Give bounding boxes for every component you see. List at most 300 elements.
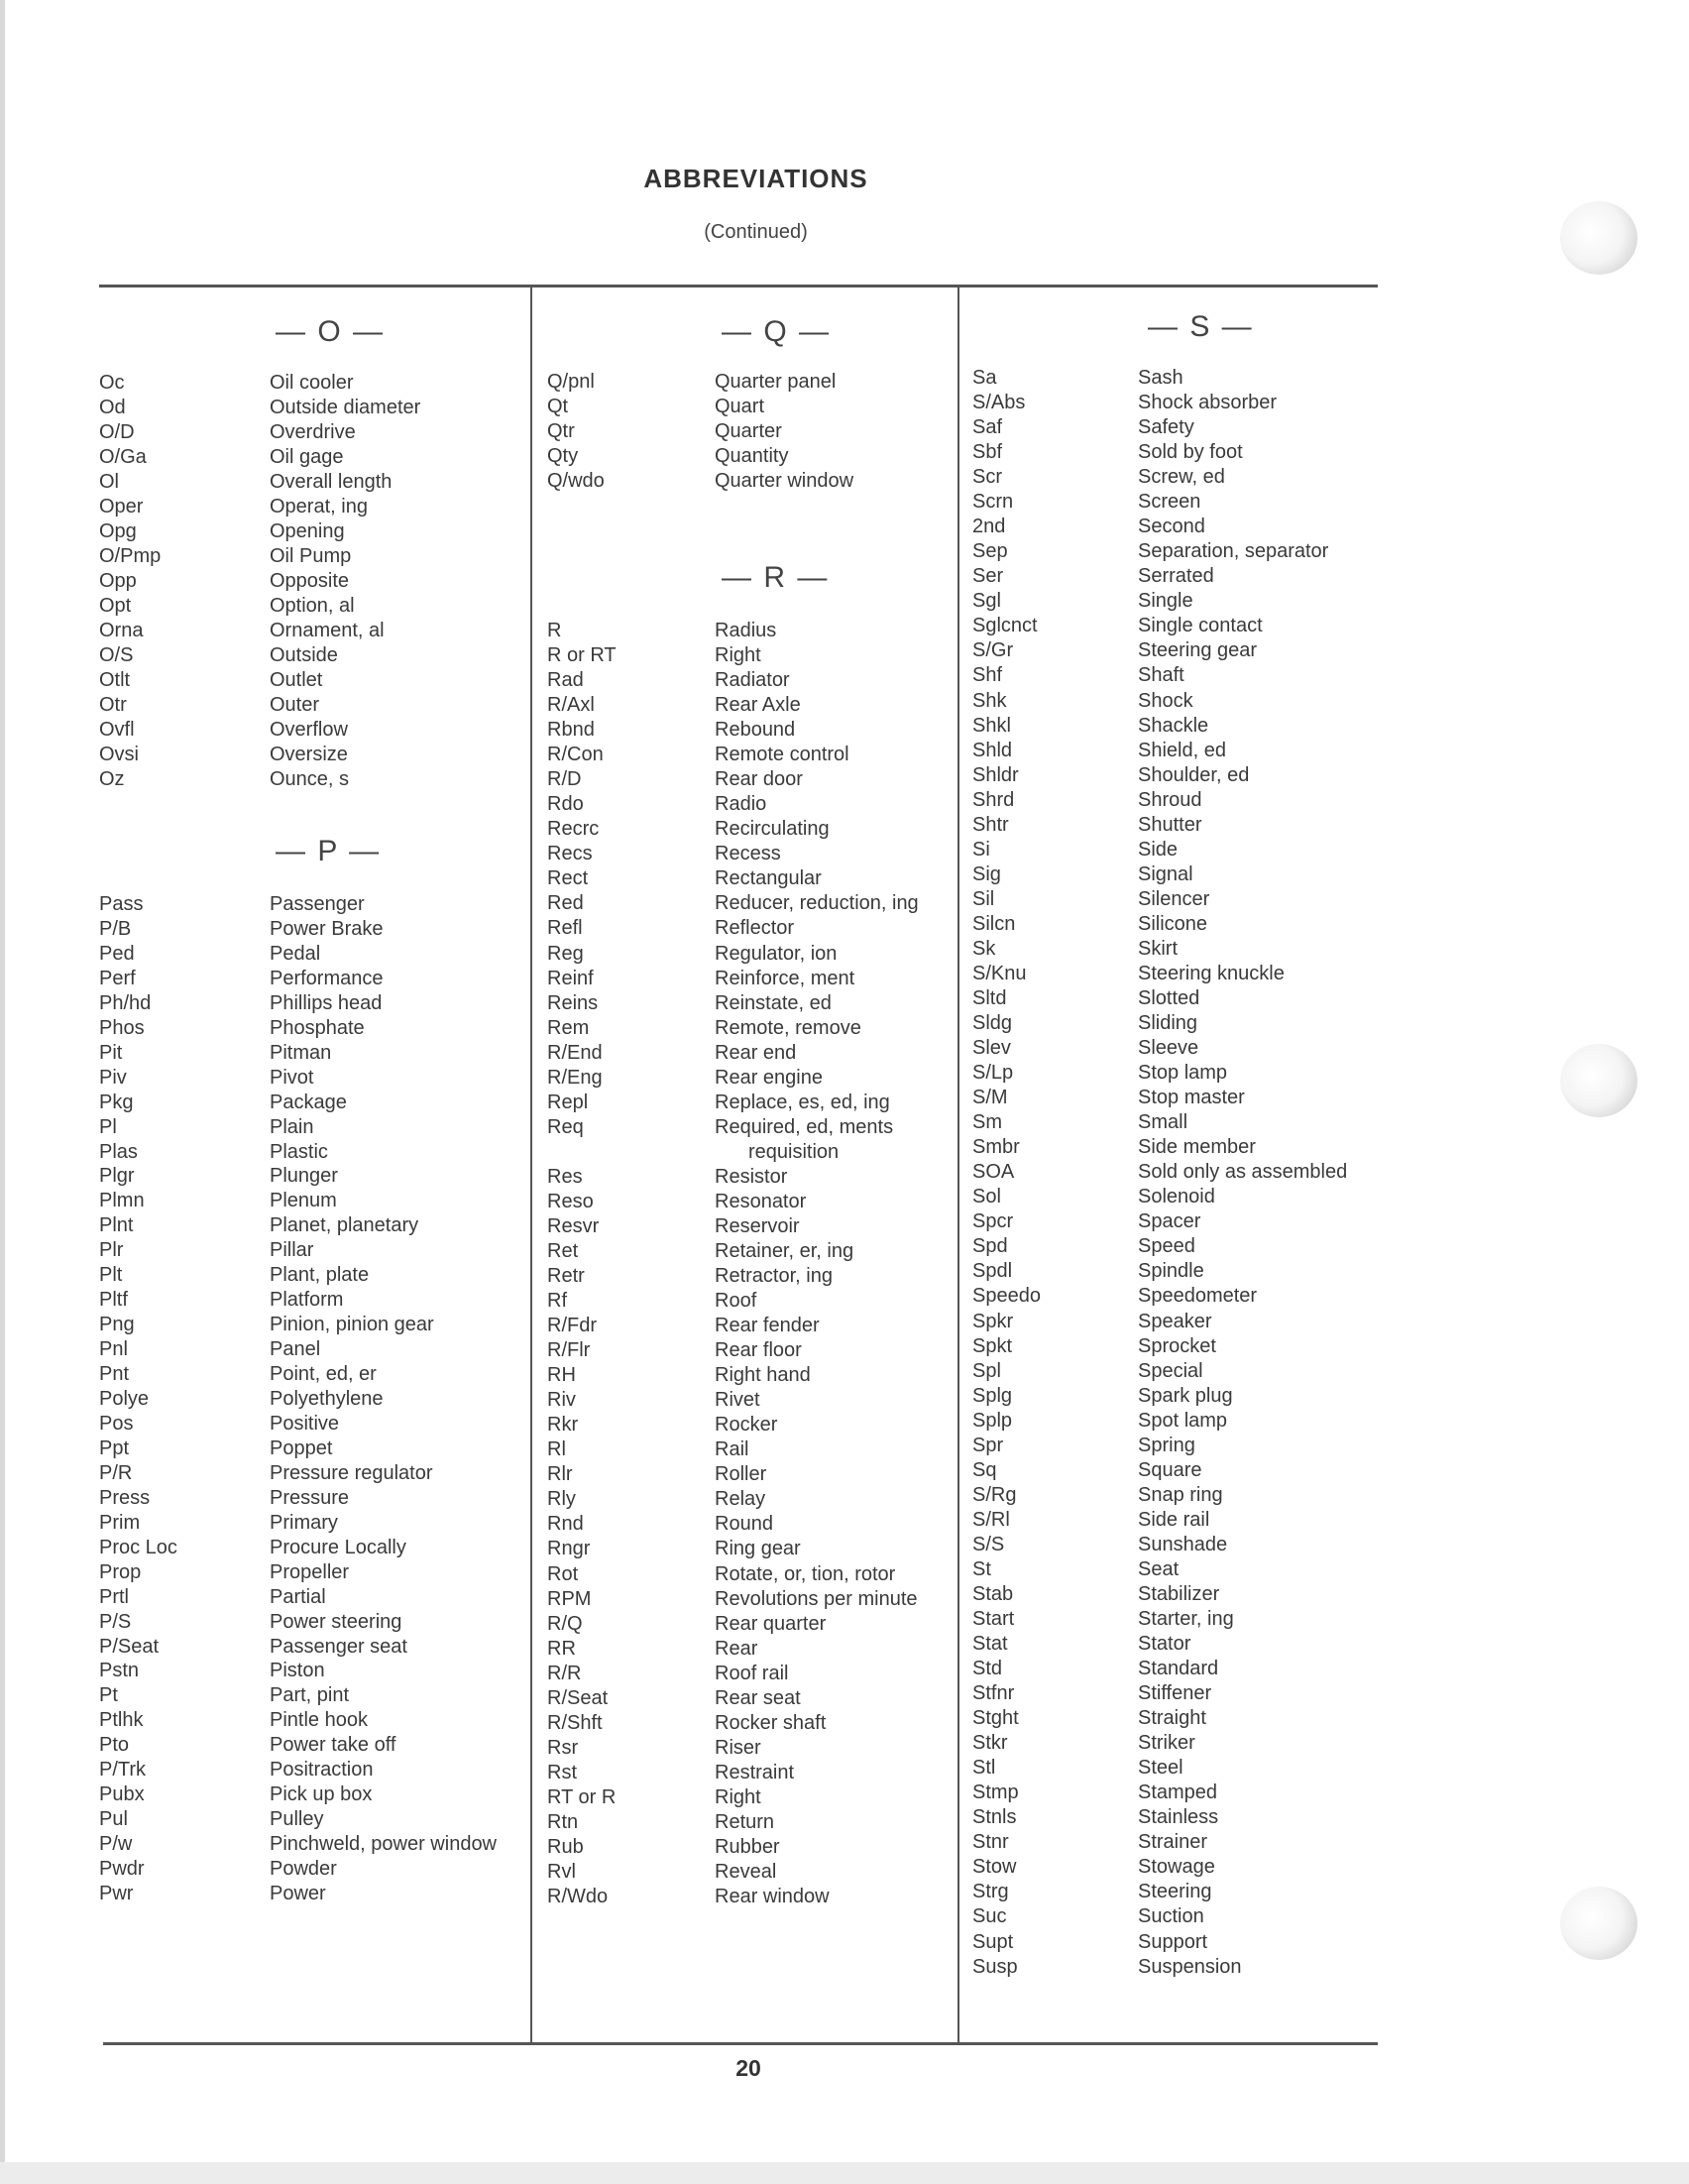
abbreviation-meaning: requisition [748, 1140, 840, 1163]
abbreviation-entry [972, 1731, 1389, 1756]
abbreviation: Sgl [972, 590, 1001, 613]
abbreviation-meaning: Power take off [270, 1734, 396, 1757]
abbreviation-entry [99, 495, 515, 519]
abbreviation-meaning: Reinstate, ed [715, 991, 832, 1014]
abbreviation: Od [99, 397, 126, 418]
abbreviation-entry [99, 1091, 515, 1115]
abbreviation: R/R [547, 1662, 582, 1684]
abbreviation-entry [547, 767, 963, 792]
section-heading: — O — [276, 315, 386, 348]
abbreviation-meaning: Side rail [1138, 1508, 1210, 1531]
abbreviation: Rect [547, 867, 589, 890]
abbreviation-meaning: Suspension [1138, 1955, 1242, 1978]
abbreviation-entry [972, 1061, 1389, 1086]
abbreviation-meaning: Rear door [715, 768, 803, 791]
abbreviation-meaning: Part, pint [270, 1684, 350, 1707]
abbreviation-entry [972, 490, 1389, 515]
abbreviation: Pit [99, 1041, 123, 1064]
abbreviation-meaning: Snap ring [1138, 1483, 1223, 1506]
abbreviation-meaning: Pick up box [270, 1783, 373, 1806]
abbreviation-entry [972, 1209, 1389, 1234]
abbreviation: Rbnd [547, 719, 595, 742]
abbreviation-entry [972, 862, 1389, 887]
abbreviation-meaning: Return [715, 1810, 775, 1833]
abbreviation-meaning: Single [1138, 590, 1193, 613]
abbreviation-meaning: Remote control [715, 744, 849, 766]
abbreviation-meaning: Spark plug [1138, 1384, 1233, 1407]
abbreviation-entry [547, 1016, 963, 1041]
abbreviation-entry [972, 1284, 1389, 1309]
abbreviation: Orna [99, 620, 144, 641]
abbreviation: S/Gr [972, 639, 1014, 662]
abbreviation-meaning: Recess [715, 843, 781, 865]
abbreviation: SOA [972, 1161, 1015, 1184]
scan-edge-bottom [0, 2162, 1689, 2184]
abbreviation-entry [972, 638, 1389, 663]
abbreviation: Sq [972, 1458, 997, 1481]
abbreviation-entry [547, 942, 963, 967]
abbreviation-entry [547, 395, 963, 419]
abbreviation: 2nd [972, 516, 1006, 538]
abbreviation-entry [99, 1412, 515, 1437]
abbreviation-meaning: Skirt [1138, 937, 1178, 960]
abbreviation-entry [972, 1805, 1389, 1830]
abbreviation: Rly [547, 1488, 576, 1511]
abbreviation-entry [547, 1835, 963, 1860]
abbreviation-entry [547, 643, 963, 668]
abbreviation-meaning: Shaft [1138, 664, 1184, 687]
abbreviation-entry [547, 1686, 963, 1711]
abbreviation-meaning: Outlet [270, 669, 323, 691]
abbreviation-entry [972, 1036, 1389, 1061]
abbreviation-entry [99, 1238, 515, 1263]
abbreviation-entry [547, 1413, 963, 1437]
abbreviation-meaning: Reflector [715, 917, 795, 940]
abbreviation-meaning: Operat, ing [270, 496, 368, 517]
abbreviation-entry [547, 1736, 963, 1761]
abbreviation: O/D [99, 421, 135, 443]
abbreviation-entry [547, 1512, 963, 1537]
abbreviation: Sldg [972, 1012, 1013, 1035]
abbreviation-meaning: Partial [270, 1585, 326, 1608]
abbreviation: Stow [972, 1856, 1017, 1879]
abbreviation: Splg [972, 1384, 1013, 1407]
abbreviation-entry [972, 515, 1389, 539]
abbreviation: R/Wdo [547, 1886, 609, 1908]
abbreviation-entry [972, 1904, 1389, 1929]
abbreviation: Pltf [99, 1289, 128, 1312]
abbreviation: Pos [99, 1412, 134, 1435]
abbreviation: Ppt [99, 1437, 130, 1459]
abbreviation-entry [972, 1582, 1389, 1607]
abbreviation: Recrc [547, 818, 600, 841]
abbreviation: Rst [547, 1761, 577, 1783]
abbreviation-meaning: Rear floor [715, 1339, 802, 1362]
abbreviation-meaning: Slotted [1138, 987, 1200, 1009]
abbreviation: Ser [972, 565, 1004, 588]
abbreviation-entry [972, 1855, 1389, 1880]
abbreviation-entry [99, 1461, 515, 1486]
abbreviation-meaning: Plain [270, 1115, 314, 1138]
abbreviation: Plmn [99, 1190, 145, 1212]
abbreviation: Spcr [972, 1210, 1014, 1233]
abbreviation: Shkl [972, 714, 1011, 737]
abbreviation-entry [547, 1214, 963, 1239]
abbreviation-meaning: Rear end [715, 1041, 797, 1064]
abbreviation-meaning: Power steering [270, 1610, 402, 1633]
abbreviation-entry [99, 1362, 515, 1387]
abbreviation-meaning: Shock [1138, 689, 1193, 712]
abbreviation: Pwdr [99, 1858, 145, 1881]
abbreviation: Scrn [972, 491, 1014, 514]
abbreviation-entry [99, 1213, 515, 1238]
abbreviation: Spdl [972, 1260, 1013, 1283]
abbreviation-entry [99, 1066, 515, 1091]
abbreviation-entry [547, 1338, 963, 1363]
abbreviation: Spkt [972, 1334, 1013, 1357]
abbreviation-entry [972, 986, 1389, 1011]
abbreviation: Prim [99, 1511, 141, 1534]
abbreviation-meaning: Rebound [715, 719, 796, 742]
abbreviation-entry [547, 1810, 963, 1835]
abbreviation-entry [547, 967, 963, 991]
abbreviation: Speedo [972, 1285, 1041, 1308]
abbreviation: Req [547, 1115, 584, 1138]
abbreviation: RR [547, 1637, 576, 1660]
abbreviation: Supt [972, 1930, 1014, 1953]
abbreviation-meaning: Steel [1138, 1757, 1183, 1780]
abbreviation-meaning: Right [715, 1785, 761, 1808]
abbreviation: Slev [972, 1037, 1011, 1060]
abbreviation-entry [547, 991, 963, 1016]
abbreviation: R/Flr [547, 1339, 591, 1362]
abbreviation-entry [547, 1041, 963, 1066]
abbreviation: Press [99, 1486, 151, 1509]
abbreviation-meaning: Overflow [270, 719, 348, 741]
abbreviation: Sk [972, 937, 996, 960]
abbreviation-entry [547, 1140, 963, 1165]
abbreviation-meaning: Outside diameter [270, 397, 421, 418]
abbreviation-meaning: Rocker shaft [715, 1711, 827, 1734]
abbreviation-entry [972, 1607, 1389, 1632]
abbreviation-entry [972, 1930, 1389, 1955]
abbreviation-meaning: Primary [270, 1511, 338, 1534]
abbreviation-meaning: Recirculating [715, 818, 830, 841]
abbreviation-meaning: Resonator [715, 1190, 807, 1212]
abbreviation: Repl [547, 1091, 589, 1113]
abbreviation-meaning: Radio [715, 793, 767, 816]
abbreviation: RPM [547, 1587, 592, 1610]
abbreviation-entry [972, 813, 1389, 838]
abbreviation-meaning: Plant, plate [270, 1264, 370, 1287]
abbreviation-meaning: Reinforce, ment [715, 967, 855, 989]
abbreviation: O/S [99, 644, 134, 666]
abbreviation-entry [99, 1041, 515, 1066]
abbreviation-entry [547, 1165, 963, 1190]
abbreviation: S/Knu [972, 962, 1027, 984]
abbreviation-meaning: Speed [1138, 1235, 1195, 1258]
abbreviation-meaning: Rectangular [715, 867, 822, 890]
abbreviation: R [547, 620, 562, 641]
abbreviation-meaning: Ornament, al [270, 620, 385, 641]
abbreviation-entry [547, 469, 963, 494]
abbreviation: Prtl [99, 1585, 129, 1608]
abbreviation-entry [972, 1110, 1389, 1135]
abbreviation: Sil [972, 887, 995, 910]
abbreviation-meaning: Overall length [270, 471, 393, 493]
abbreviation: Qty [547, 445, 579, 467]
abbreviation-meaning: Plunger [270, 1165, 338, 1188]
abbreviation: Retr [547, 1265, 585, 1288]
abbreviation: Oc [99, 372, 125, 394]
abbreviation-meaning: Platform [270, 1289, 344, 1312]
abbreviation-meaning: Serrated [1138, 565, 1214, 588]
abbreviation-meaning: Riser [715, 1736, 761, 1759]
abbreviation-entry [99, 569, 515, 594]
abbreviation-meaning: Right hand [715, 1364, 811, 1387]
abbreviation-entry [972, 1234, 1389, 1259]
abbreviation: S/M [972, 1087, 1008, 1109]
abbreviation-meaning: Special [1138, 1359, 1203, 1382]
abbreviation-meaning: Suction [1138, 1905, 1204, 1928]
abbreviation-meaning: Stator [1138, 1633, 1191, 1656]
abbreviation-entry [972, 589, 1389, 614]
abbreviation-entry [99, 1882, 515, 1906]
section-heading: — S — [1148, 310, 1254, 343]
abbreviation: Pubx [99, 1783, 145, 1806]
abbreviation-meaning: Replace, es, ed, ing [715, 1091, 890, 1113]
abbreviation: Stab [972, 1582, 1014, 1605]
abbreviation-entry [99, 693, 515, 718]
abbreviation-meaning: Spacer [1138, 1210, 1201, 1233]
abbreviation: Riv [547, 1389, 576, 1412]
table-top-rule [99, 285, 1378, 287]
abbreviation-meaning: Roof [715, 1290, 757, 1313]
abbreviation-meaning: Stabilizer [1138, 1582, 1220, 1605]
abbreviation-meaning: Reveal [715, 1861, 777, 1883]
abbreviation-entry [547, 1662, 963, 1686]
abbreviation-entry [972, 788, 1389, 813]
abbreviation: S/S [972, 1533, 1005, 1555]
abbreviation: Rnd [547, 1513, 584, 1536]
abbreviation: Q/wdo [547, 470, 605, 492]
abbreviation: Rvl [547, 1861, 576, 1883]
abbreviation-meaning: Rear Axle [715, 694, 801, 717]
abbreviation-entry [99, 1832, 515, 1857]
abbreviation-meaning: Ounce, s [270, 768, 350, 790]
abbreviation: S/Rl [972, 1508, 1010, 1531]
abbreviation-entry [99, 1683, 515, 1708]
abbreviation-meaning: Shock absorber [1138, 392, 1278, 414]
table-bottom-rule [103, 2042, 1378, 2045]
abbreviation-entry [547, 1487, 963, 1512]
abbreviation: Sep [972, 540, 1008, 563]
abbreviation: P/B [99, 917, 132, 940]
abbreviation-entry [99, 991, 515, 1016]
abbreviation-entry [99, 1387, 515, 1412]
abbreviation: Splp [972, 1409, 1013, 1432]
abbreviation: RT or R [547, 1785, 617, 1808]
abbreviation: Ret [547, 1240, 579, 1262]
abbreviation-meaning: Performance [270, 967, 384, 989]
abbreviation-meaning: Starter, ing [1138, 1608, 1234, 1630]
abbreviation-entry [99, 1807, 515, 1832]
abbreviation-entry [547, 1885, 963, 1909]
abbreviation-entry [547, 1462, 963, 1487]
abbreviation: S/Lp [972, 1062, 1014, 1085]
abbreviation: Polye [99, 1388, 150, 1410]
abbreviation-meaning: Small [1138, 1111, 1188, 1134]
abbreviation-entry [547, 1314, 963, 1338]
section-heading: — Q — [722, 315, 832, 348]
abbreviation-entry [547, 1761, 963, 1785]
abbreviation: Ped [99, 942, 135, 965]
abbreviation: Sol [972, 1186, 1001, 1208]
abbreviation: R/Shft [547, 1711, 603, 1734]
abbreviation: Pnl [99, 1338, 128, 1361]
abbreviation: Otr [99, 694, 127, 716]
abbreviation-entry [547, 866, 963, 891]
abbreviation: Plt [99, 1264, 123, 1287]
abbreviation-meaning: Silencer [1138, 887, 1210, 910]
abbreviation-entry [99, 1659, 515, 1683]
abbreviation-entry [972, 1434, 1389, 1458]
abbreviation: Phos [99, 1016, 145, 1039]
abbreviation-entry [972, 366, 1389, 391]
abbreviation-meaning: Signal [1138, 862, 1193, 885]
abbreviation-meaning: Phillips head [270, 991, 383, 1014]
abbreviation-entry [972, 838, 1389, 862]
abbreviation-meaning: Sunshade [1138, 1533, 1228, 1555]
abbreviation-entry [972, 689, 1389, 714]
abbreviation-entry [972, 1508, 1389, 1533]
abbreviation-meaning: Spindle [1138, 1260, 1204, 1283]
abbreviation-meaning: Stop lamp [1138, 1062, 1228, 1085]
abbreviation: Shtr [972, 813, 1009, 836]
abbreviation-meaning: Propeller [270, 1560, 350, 1583]
abbreviation: Reg [547, 942, 584, 965]
abbreviation-entry [547, 668, 963, 693]
abbreviation-entry [972, 1533, 1389, 1557]
abbreviation-entry [99, 1511, 515, 1536]
abbreviation-entry [99, 892, 515, 917]
abbreviation-meaning: Seat [1138, 1557, 1180, 1580]
abbreviation-entry [99, 967, 515, 991]
abbreviation-meaning: Pintle hook [270, 1709, 368, 1732]
abbreviation-entry [547, 1289, 963, 1314]
abbreviation-meaning: Single contact [1138, 615, 1263, 637]
abbreviation: R/Seat [547, 1686, 609, 1709]
abbreviation-meaning: Quarter panel [715, 371, 837, 393]
abbreviation-meaning: Rear [715, 1637, 758, 1660]
abbreviation-meaning: Passenger seat [270, 1635, 407, 1658]
abbreviation-meaning: Shoulder, ed [1138, 763, 1250, 786]
abbreviation: Stkr [972, 1732, 1008, 1755]
abbreviation-meaning: Pitman [270, 1041, 332, 1064]
abbreviation-meaning: Resistor [715, 1165, 788, 1188]
abbreviation-meaning: Sold by foot [1138, 441, 1243, 464]
abbreviation-meaning: Power [270, 1883, 326, 1904]
abbreviation-meaning: Rear seat [715, 1686, 801, 1709]
abbreviation-meaning: Steering [1138, 1881, 1212, 1903]
abbreviation-meaning: Support [1138, 1930, 1208, 1953]
abbreviation: R/Fdr [547, 1315, 597, 1337]
abbreviation: Sbf [972, 441, 1003, 464]
abbreviation-meaning: Safety [1138, 416, 1194, 439]
abbreviation-meaning: Reservoir [715, 1214, 800, 1237]
abbreviation-entry [547, 1537, 963, 1561]
abbreviation: Smbr [972, 1136, 1020, 1159]
abbreviation-entry [99, 544, 515, 569]
abbreviation-meaning: Rear engine [715, 1066, 823, 1089]
abbreviation-entry [99, 743, 515, 767]
abbreviation: Rub [547, 1835, 584, 1858]
abbreviation-meaning: Poppet [270, 1437, 333, 1459]
abbreviation: Susp [972, 1955, 1018, 1978]
abbreviation-entry [99, 1140, 515, 1165]
abbreviation-entry [99, 1337, 515, 1362]
abbreviation: Saf [972, 416, 1003, 439]
abbreviation-meaning: Outer [270, 694, 320, 716]
abbreviation-meaning: Steering knuckle [1138, 962, 1285, 984]
abbreviation-entry [972, 1185, 1389, 1209]
abbreviation: Pass [99, 893, 144, 915]
abbreviation-entry [99, 1486, 515, 1511]
abbreviation-entry [972, 1086, 1389, 1110]
abbreviation: Sltd [972, 987, 1007, 1009]
abbreviation-meaning: Package [270, 1091, 347, 1113]
abbreviation-meaning: Sliding [1138, 1012, 1198, 1035]
abbreviation-meaning: Rear quarter [715, 1612, 827, 1635]
abbreviation-meaning: Powder [270, 1858, 337, 1881]
abbreviation-meaning: Panel [270, 1338, 321, 1361]
abbreviation: Stmp [972, 1782, 1019, 1804]
abbreviation-entry [972, 1359, 1389, 1384]
abbreviation: Ol [99, 471, 119, 493]
abbreviation-entry [972, 465, 1389, 490]
abbreviation-meaning: Rubber [715, 1835, 780, 1858]
abbreviation-meaning: Opposite [270, 570, 350, 592]
abbreviation: Plas [99, 1140, 138, 1163]
binder-hole-middle [1560, 1044, 1637, 1117]
abbreviation: Reso [547, 1190, 594, 1212]
abbreviation-entry [547, 743, 963, 767]
abbreviation-meaning: Piston [270, 1660, 325, 1682]
abbreviation: Png [99, 1314, 135, 1336]
abbreviation-meaning: Spring [1138, 1434, 1195, 1456]
abbreviation-meaning: Quarter [715, 420, 782, 442]
abbreviation-meaning: Retainer, er, ing [715, 1240, 854, 1262]
abbreviation-meaning: Stiffener [1138, 1682, 1212, 1705]
abbreviation-entry [972, 739, 1389, 763]
abbreviation: Otlt [99, 669, 131, 691]
abbreviation: Qtr [547, 420, 575, 442]
abbreviation-entry [99, 371, 515, 396]
abbreviation-entry [972, 763, 1389, 788]
abbreviation-meaning: Rail [715, 1438, 749, 1461]
abbreviation-meaning: Oil cooler [270, 372, 354, 394]
abbreviation-meaning: Striker [1138, 1732, 1195, 1755]
abbreviation-meaning: Silicone [1138, 912, 1208, 935]
abbreviation-meaning: Pressure [270, 1486, 350, 1509]
abbreviation: Strg [972, 1881, 1009, 1903]
abbreviation-entry [547, 1562, 963, 1587]
abbreviation: Recs [547, 843, 593, 865]
abbreviation-entry [972, 1011, 1389, 1036]
abbreviation: Ovsi [99, 744, 139, 765]
abbreviation-meaning: Rotate, or, tion, rotor [715, 1562, 896, 1585]
abbreviation-meaning: Rear window [715, 1886, 830, 1908]
